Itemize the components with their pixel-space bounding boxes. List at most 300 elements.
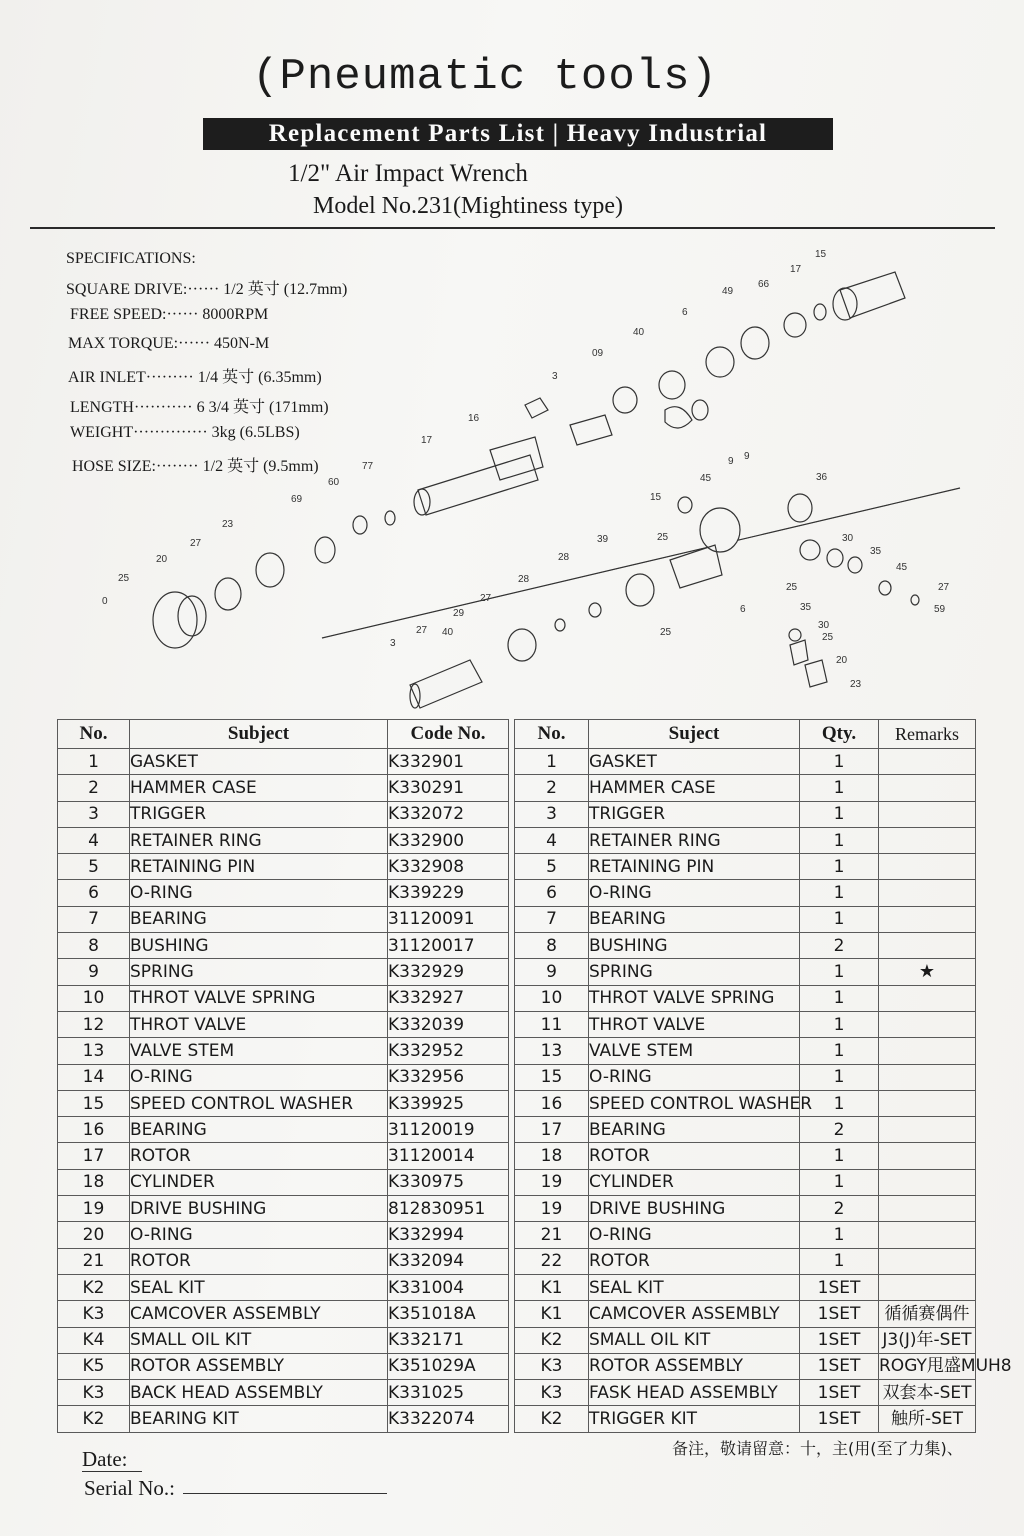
table-row xyxy=(515,985,976,1011)
svg-text:6: 6 xyxy=(682,307,688,318)
svg-text:6: 6 xyxy=(740,604,746,615)
cell-subject: O-RING xyxy=(130,1064,388,1090)
table-row xyxy=(515,959,976,985)
cell-subject: SMALL OIL KIT xyxy=(589,1327,800,1353)
cell-no: 17 xyxy=(515,1117,589,1143)
parts-table-quantities xyxy=(514,719,1012,1433)
cell-qty: 1SET xyxy=(800,1274,879,1300)
cell-subject: CAMCOVER ASSEMBLY xyxy=(130,1301,388,1327)
spec-square-drive: SQUARE DRIVE:······ 1/2 英寸 (12.7mm) xyxy=(66,281,348,298)
cell-subject: TRIGGER KIT xyxy=(589,1406,800,1432)
svg-text:27: 27 xyxy=(480,593,492,604)
cell-code: K330975 xyxy=(388,1169,509,1195)
table-row xyxy=(515,749,976,775)
table-row xyxy=(58,827,509,853)
cell-code: K330291 xyxy=(388,775,509,801)
svg-text:27: 27 xyxy=(416,625,428,636)
cell-no: 19 xyxy=(515,1169,589,1195)
cell-subject: O-RING xyxy=(589,880,800,906)
svg-text:3: 3 xyxy=(390,638,396,649)
cell-code: 31120017 xyxy=(388,933,509,959)
svg-text:77: 77 xyxy=(362,461,374,472)
table-row xyxy=(515,1196,976,1222)
table-row xyxy=(58,1301,509,1327)
cell-code: K332908 xyxy=(388,854,509,880)
cell-subject: BEARING xyxy=(130,906,388,932)
cell-code: K332927 xyxy=(388,985,509,1011)
column-header-code: Code No. xyxy=(388,720,509,749)
svg-text:66: 66 xyxy=(758,279,770,290)
svg-text:20: 20 xyxy=(156,554,168,565)
cell-subject: SMALL OIL KIT xyxy=(130,1327,388,1353)
table-row xyxy=(58,1143,509,1169)
table-row xyxy=(58,1064,509,1090)
page-title: (Pneumatic tools) xyxy=(252,52,718,102)
cell-code: K331025 xyxy=(388,1380,509,1406)
cell-qty: 2 xyxy=(800,1196,879,1222)
svg-text:25: 25 xyxy=(786,582,798,593)
svg-text:20: 20 xyxy=(836,655,848,666)
cell-subject: CAMCOVER ASSEMBLY xyxy=(589,1301,800,1327)
cell-no: 17 xyxy=(58,1143,130,1169)
cell-qty: 1 xyxy=(800,854,879,880)
cell-no: K5 xyxy=(58,1353,130,1379)
cell-code: K332900 xyxy=(388,827,509,853)
table-row xyxy=(515,1301,976,1327)
cell-subject: BUSHING xyxy=(589,933,800,959)
table-row xyxy=(58,1117,509,1143)
cell-qty: 1 xyxy=(800,801,879,827)
cell-remarks xyxy=(879,1090,976,1116)
svg-text:59: 59 xyxy=(934,604,946,615)
cell-subject: RETAINER RING xyxy=(130,827,388,853)
cell-subject: CYLINDER xyxy=(589,1169,800,1195)
cell-no: K1 xyxy=(515,1301,589,1327)
cell-no: 21 xyxy=(58,1248,130,1274)
cell-code: K332171 xyxy=(388,1327,509,1353)
cell-remarks xyxy=(879,1143,976,1169)
table-row xyxy=(58,1196,509,1222)
serial-line xyxy=(183,1493,387,1494)
cell-no: 20 xyxy=(58,1222,130,1248)
cell-subject: SPEED CONTROL WASHER xyxy=(130,1090,388,1116)
table-row xyxy=(58,1169,509,1195)
cell-qty: 1 xyxy=(800,880,879,906)
cell-no: 7 xyxy=(515,906,589,932)
cell-code: K3322074 xyxy=(388,1406,509,1432)
cell-qty: 1 xyxy=(800,1222,879,1248)
specifications-heading: SPECIFICATIONS: xyxy=(66,250,196,267)
cell-subject: BEARING xyxy=(589,906,800,932)
cell-subject: SEAL KIT xyxy=(589,1274,800,1300)
svg-text:15: 15 xyxy=(650,492,662,503)
cell-remarks xyxy=(879,933,976,959)
cell-no: 2 xyxy=(515,775,589,801)
cell-no: 13 xyxy=(515,1038,589,1064)
cell-subject: DRIVE BUSHING xyxy=(130,1196,388,1222)
cell-qty: 2 xyxy=(800,933,879,959)
cell-code: K339925 xyxy=(388,1090,509,1116)
cell-qty: 1 xyxy=(800,775,879,801)
cell-remarks xyxy=(879,1064,976,1090)
table-row xyxy=(515,1353,976,1379)
spec-length: LENGTH··········· 6 3/4 英寸 (171mm) xyxy=(70,399,329,416)
cell-qty: 1SET xyxy=(800,1301,879,1327)
cell-remarks xyxy=(879,985,976,1011)
cell-no: K3 xyxy=(515,1380,589,1406)
cell-code: K332994 xyxy=(388,1222,509,1248)
table-row xyxy=(515,1143,976,1169)
cell-subject: SPEED CONTROL WASHER xyxy=(589,1090,800,1116)
cell-no: K3 xyxy=(515,1353,589,1379)
cell-qty: 1 xyxy=(800,827,879,853)
svg-text:25: 25 xyxy=(822,632,834,643)
cell-no: 8 xyxy=(58,933,130,959)
cell-no: 22 xyxy=(515,1248,589,1274)
svg-text:17: 17 xyxy=(421,435,433,446)
svg-text:23: 23 xyxy=(850,679,862,690)
cell-subject: ROTOR xyxy=(130,1143,388,1169)
cell-no: 15 xyxy=(515,1064,589,1090)
cell-subject: THROT VALVE SPRING xyxy=(589,985,800,1011)
table-row xyxy=(58,1248,509,1274)
column-header-subject: Suject xyxy=(589,720,800,749)
cell-no: 9 xyxy=(515,959,589,985)
svg-text:29: 29 xyxy=(453,608,465,619)
cell-subject: THROT VALVE xyxy=(130,1011,388,1037)
cell-no: 1 xyxy=(515,749,589,775)
cell-subject: TRIGGER xyxy=(130,801,388,827)
table-row xyxy=(515,1064,976,1090)
cell-no: 4 xyxy=(58,827,130,853)
cell-code: K332901 xyxy=(388,749,509,775)
cell-no: 5 xyxy=(58,854,130,880)
parts-quantities-body xyxy=(515,749,1012,1433)
cell-no: 18 xyxy=(515,1143,589,1169)
cell-no: 6 xyxy=(58,880,130,906)
cell-subject: SEAL KIT xyxy=(130,1274,388,1300)
svg-text:35: 35 xyxy=(800,602,812,613)
svg-text:9: 9 xyxy=(744,451,750,462)
cell-code: K332929 xyxy=(388,959,509,985)
table-row xyxy=(515,880,976,906)
table-row xyxy=(515,1038,976,1064)
svg-text:45: 45 xyxy=(896,562,908,573)
parts-table-codes xyxy=(57,719,509,1433)
cell-code: K332072 xyxy=(388,801,509,827)
cell-qty: 1 xyxy=(800,1090,879,1116)
cell-subject: BACK HEAD ASSEMBLY xyxy=(130,1380,388,1406)
cell-remarks: 循循赛偶件 xyxy=(879,1301,976,1327)
spec-max-torque: MAX TORQUE:······ 450N-M xyxy=(68,335,270,352)
cell-qty: 1SET xyxy=(800,1353,879,1379)
cell-code: 31120014 xyxy=(388,1143,509,1169)
table-row xyxy=(58,775,509,801)
column-header-no: No. xyxy=(515,720,589,749)
table-row xyxy=(515,1327,976,1353)
cell-subject: GASKET xyxy=(589,749,800,775)
svg-text:60: 60 xyxy=(328,477,340,488)
svg-text:28: 28 xyxy=(518,574,530,585)
table-row xyxy=(58,1380,509,1406)
cell-no: 12 xyxy=(58,1011,130,1037)
cell-subject: BEARING xyxy=(130,1117,388,1143)
column-header-subject: Subject xyxy=(130,720,388,749)
svg-text:25: 25 xyxy=(118,573,130,584)
cell-no: 6 xyxy=(515,880,589,906)
table-row xyxy=(58,906,509,932)
cell-subject: ROTOR ASSEMBLY xyxy=(130,1353,388,1379)
cell-remarks xyxy=(879,1248,976,1274)
cell-no: 19 xyxy=(515,1196,589,1222)
table-row xyxy=(58,1038,509,1064)
cell-subject: VALVE STEM xyxy=(589,1038,800,1064)
table-row xyxy=(58,749,509,775)
cell-remarks xyxy=(879,880,976,906)
cell-remarks xyxy=(879,749,976,775)
cell-subject: SPRING xyxy=(130,959,388,985)
table-row xyxy=(515,1090,976,1116)
cell-subject: RETAINING PIN xyxy=(589,854,800,880)
cell-code: K332094 xyxy=(388,1248,509,1274)
cell-remarks: 触所-SET xyxy=(879,1406,976,1432)
svg-text:3: 3 xyxy=(552,371,558,382)
table-row xyxy=(515,1248,976,1274)
cell-no: 21 xyxy=(515,1222,589,1248)
cell-remarks: ROGY甩盛MUH8 xyxy=(879,1353,976,1379)
cell-no: 19 xyxy=(58,1196,130,1222)
table-row xyxy=(58,1274,509,1300)
table-row xyxy=(58,1222,509,1248)
svg-text:09: 09 xyxy=(592,348,604,359)
svg-text:15: 15 xyxy=(815,249,827,260)
cell-qty: 2 xyxy=(800,1117,879,1143)
date-line xyxy=(82,1471,142,1472)
table-row xyxy=(58,1406,509,1432)
cell-remarks xyxy=(879,1038,976,1064)
table-row xyxy=(515,827,976,853)
cell-qty: 1SET xyxy=(800,1327,879,1353)
svg-text:45: 45 xyxy=(700,473,712,484)
table-row xyxy=(58,959,509,985)
cell-no: K3 xyxy=(58,1301,130,1327)
cell-remarks xyxy=(879,1222,976,1248)
table-row xyxy=(515,775,976,801)
svg-text:9: 9 xyxy=(728,456,734,467)
cell-no: 11 xyxy=(515,1011,589,1037)
cell-code: 31120019 xyxy=(388,1117,509,1143)
cell-code: K351029A xyxy=(388,1353,509,1379)
table-row xyxy=(515,906,976,932)
cell-remarks xyxy=(879,827,976,853)
svg-text:39: 39 xyxy=(597,534,609,545)
cell-remarks: 双套本-SET xyxy=(879,1380,976,1406)
title-banner: Replacement Parts List | Heavy Industrial xyxy=(203,118,833,150)
table-row xyxy=(515,1222,976,1248)
cell-subject: ROTOR xyxy=(130,1248,388,1274)
cell-subject: THROT VALVE xyxy=(589,1011,800,1037)
cell-subject: THROT VALVE SPRING xyxy=(130,985,388,1011)
cell-qty: 1 xyxy=(800,1248,879,1274)
table-row xyxy=(515,1380,976,1406)
cell-no: K3 xyxy=(58,1380,130,1406)
cell-subject: BUSHING xyxy=(130,933,388,959)
table-row xyxy=(515,1274,976,1300)
product-name: 1/2" Air Impact Wrench xyxy=(288,160,528,187)
table-row xyxy=(515,1011,976,1037)
cell-no: 5 xyxy=(515,854,589,880)
cell-remarks xyxy=(879,1117,976,1143)
svg-text:40: 40 xyxy=(633,327,645,338)
cell-subject: TRIGGER xyxy=(589,801,800,827)
cell-no: 16 xyxy=(515,1090,589,1116)
cell-code: K339229 xyxy=(388,880,509,906)
table-row xyxy=(515,801,976,827)
cell-remarks: J3(J)年-SET xyxy=(879,1327,976,1353)
cell-remarks xyxy=(879,1169,976,1195)
cell-qty: 1SET xyxy=(800,1380,879,1406)
cell-no: 15 xyxy=(58,1090,130,1116)
spec-air-inlet: AIR INLET········· 1/4 英寸 (6.35mm) xyxy=(68,369,322,386)
svg-text:27: 27 xyxy=(938,582,950,593)
cell-no: 1 xyxy=(58,749,130,775)
svg-text:30: 30 xyxy=(842,533,854,544)
cell-qty: 1 xyxy=(800,1143,879,1169)
svg-text:49: 49 xyxy=(722,286,734,297)
cell-subject: O-RING xyxy=(589,1222,800,1248)
table-row xyxy=(58,854,509,880)
cell-no: K4 xyxy=(58,1327,130,1353)
svg-text:40: 40 xyxy=(442,627,454,638)
spec-weight: WEIGHT·············· 3kg (6.5LBS) xyxy=(70,424,300,441)
table-row xyxy=(58,880,509,906)
cell-no: K1 xyxy=(515,1274,589,1300)
cell-qty: 1 xyxy=(800,1011,879,1037)
cell-no: 13 xyxy=(58,1038,130,1064)
svg-text:25: 25 xyxy=(660,627,672,638)
svg-text:16: 16 xyxy=(468,413,480,424)
cell-qty: 1SET xyxy=(800,1406,879,1432)
parts-codes-body xyxy=(58,749,509,1433)
exploded-diagram xyxy=(60,240,1010,720)
cell-subject: BEARING xyxy=(589,1117,800,1143)
cell-code: 812830951 xyxy=(388,1196,509,1222)
table-row xyxy=(515,1169,976,1195)
svg-text:35: 35 xyxy=(870,546,882,557)
svg-text:17: 17 xyxy=(790,264,802,275)
cell-no: 10 xyxy=(58,985,130,1011)
cell-no: K2 xyxy=(515,1406,589,1432)
cell-code: K332952 xyxy=(388,1038,509,1064)
table-row xyxy=(58,1327,509,1353)
svg-text:36: 36 xyxy=(816,472,828,483)
header-divider xyxy=(30,227,995,229)
cell-no: K2 xyxy=(515,1327,589,1353)
cell-qty: 1 xyxy=(800,985,879,1011)
svg-text:25: 25 xyxy=(657,532,669,543)
cell-subject: SPRING xyxy=(589,959,800,985)
cell-remarks: ★ xyxy=(879,959,976,985)
cell-no: K2 xyxy=(58,1406,130,1432)
cell-subject: ROTOR xyxy=(589,1143,800,1169)
date-label: Date: xyxy=(82,1447,128,1471)
cell-remarks xyxy=(879,1274,976,1300)
table-row xyxy=(58,1011,509,1037)
cell-subject: VALVE STEM xyxy=(130,1038,388,1064)
column-header-remarks: Remarks xyxy=(879,720,976,749)
column-header-qty: Qty. xyxy=(800,720,879,749)
cell-remarks xyxy=(879,1196,976,1222)
cell-no: 16 xyxy=(58,1117,130,1143)
table-row xyxy=(515,1117,976,1143)
table-row xyxy=(515,854,976,880)
footer-note: 备注，敬请留意：十，主(用(至了力集)、 xyxy=(672,1439,963,1458)
cell-remarks xyxy=(879,906,976,932)
cell-qty: 1 xyxy=(800,1038,879,1064)
cell-qty: 1 xyxy=(800,749,879,775)
cell-subject: RETAINING PIN xyxy=(130,854,388,880)
cell-no: 3 xyxy=(515,801,589,827)
svg-text:30: 30 xyxy=(818,620,830,631)
cell-subject: ROTOR xyxy=(589,1248,800,1274)
cell-subject: HAMMER CASE xyxy=(589,775,800,801)
cell-no: 3 xyxy=(58,801,130,827)
table-row xyxy=(58,933,509,959)
svg-text:0: 0 xyxy=(102,596,108,607)
cell-subject: RETAINER RING xyxy=(589,827,800,853)
column-header-no: No. xyxy=(58,720,130,749)
cell-code: K351018A xyxy=(388,1301,509,1327)
cell-subject: HAMMER CASE xyxy=(130,775,388,801)
table-row xyxy=(515,933,976,959)
spec-hose-size: HOSE SIZE:········ 1/2 英寸 (9.5mm) xyxy=(72,458,319,475)
cell-subject: CYLINDER xyxy=(130,1169,388,1195)
cell-remarks xyxy=(879,775,976,801)
cell-no: 8 xyxy=(515,933,589,959)
svg-text:27: 27 xyxy=(190,538,202,549)
spec-free-speed: FREE SPEED:······ 8000RPM xyxy=(70,306,269,323)
table-row xyxy=(58,801,509,827)
cell-subject: O-RING xyxy=(130,880,388,906)
table-row xyxy=(515,1406,976,1432)
cell-qty: 1 xyxy=(800,959,879,985)
cell-no: 2 xyxy=(58,775,130,801)
svg-text:69: 69 xyxy=(291,494,303,505)
cell-no: 7 xyxy=(58,906,130,932)
table-row xyxy=(58,985,509,1011)
cell-subject: GASKET xyxy=(130,749,388,775)
cell-remarks xyxy=(879,854,976,880)
cell-qty: 1 xyxy=(800,906,879,932)
cell-no: K2 xyxy=(58,1274,130,1300)
model-number: Model No.231(Mightiness type) xyxy=(313,193,623,219)
cell-code: 31120091 xyxy=(388,906,509,932)
table-row xyxy=(58,1090,509,1116)
cell-no: 9 xyxy=(58,959,130,985)
table-row xyxy=(58,1353,509,1379)
cell-qty: 1 xyxy=(800,1169,879,1195)
cell-subject: FASK HEAD ASSEMBLY xyxy=(589,1380,800,1406)
cell-subject: ROTOR ASSEMBLY xyxy=(589,1353,800,1379)
cell-code: K331004 xyxy=(388,1274,509,1300)
cell-subject: O-RING xyxy=(589,1064,800,1090)
svg-text:23: 23 xyxy=(222,519,234,530)
cell-no: 10 xyxy=(515,985,589,1011)
serial-label: Serial No.: xyxy=(84,1476,175,1500)
cell-no: 14 xyxy=(58,1064,130,1090)
cell-no: 4 xyxy=(515,827,589,853)
cell-qty: 1 xyxy=(800,1064,879,1090)
